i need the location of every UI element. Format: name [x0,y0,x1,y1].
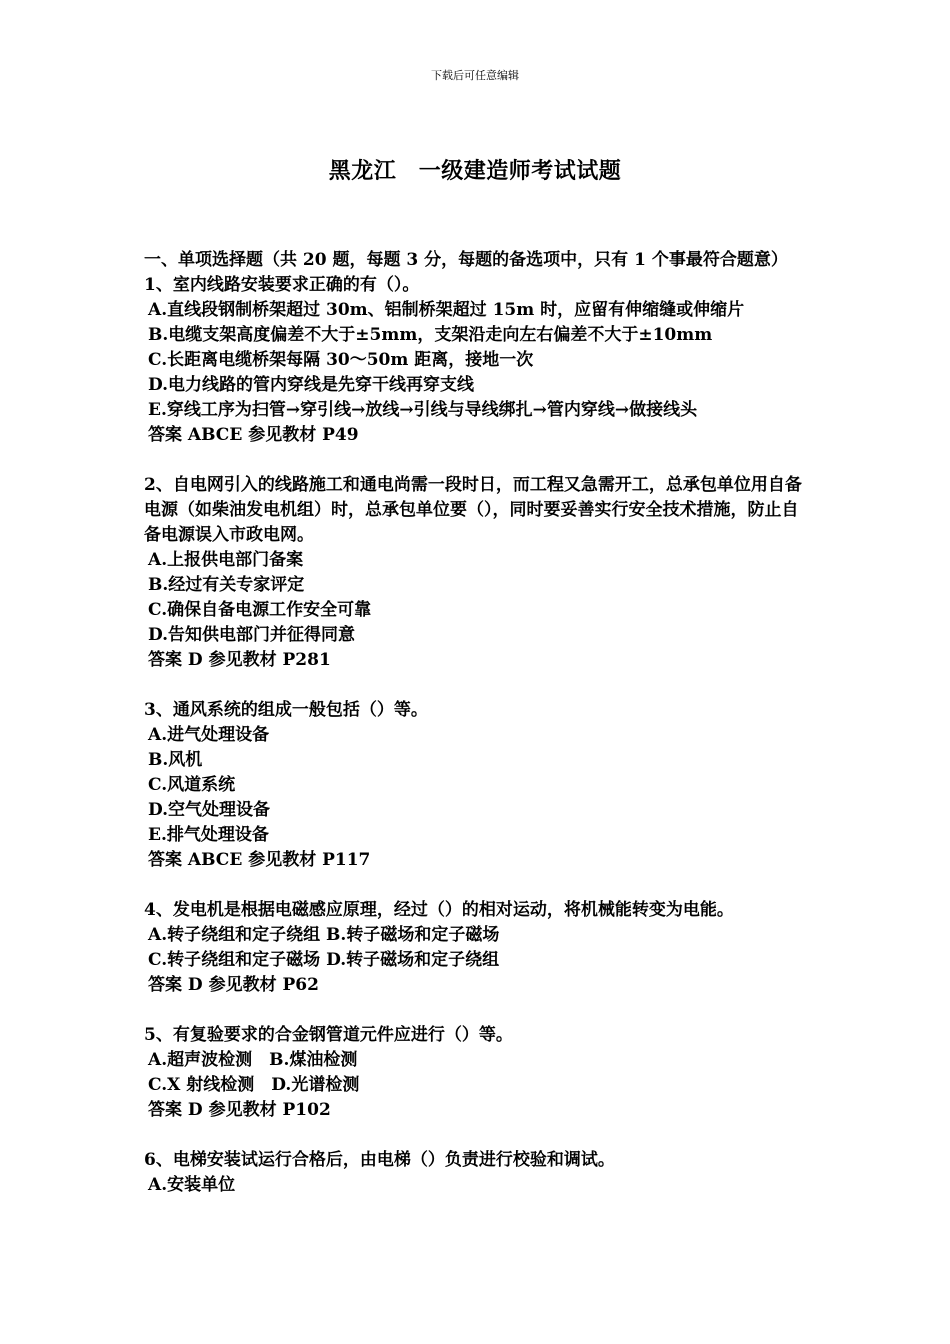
option-a: A.安装单位 [148,1175,236,1195]
question-stem: 2、自电网引入的线路施工和通电尚需一段时日，而工程又急需开工，总承包单位用自备电源（如柴油发电机组）时，总承包单位要（），同时要妥善实行安全技术措施，防止自备电源误入市政电网。 [144,475,802,545]
option-row-ab: A.转子绕组和定子绕组 B.转子磁场和定子磁场 [148,925,500,945]
section-heading: 一、单项选择题（共 20 题，每题 3 分，每题的备选项中，只有 1 个事最符合题意） [144,250,788,270]
document-body [144,248,814,1198]
answer-line: 答案 ABCE 参见教材 P117 [148,850,371,870]
option-c: C.确保自备电源工作安全可靠 [148,600,372,620]
question-1 [144,273,814,448]
option-d: D.电力线路的管内穿线是先穿干线再穿支线 [148,375,475,395]
option-c: C.长距离电缆桥架每隔 30～50m 距离，接地一次 [148,350,534,370]
answer-line: 答案 D 参见教材 P281 [148,650,331,670]
question-stem: 3、通风系统的组成一般包括（）等。 [144,700,428,720]
option-row-cd: C.X 射线检测 D.光谱检测 [148,1075,360,1095]
option-row-ab: A.超声波检测 B.煤油检测 [148,1050,358,1070]
answer-line: 答案 D 参见教材 P102 [148,1100,331,1120]
answer-line: 答案 ABCE 参见教材 P49 [148,425,359,445]
question-stem: 5、有复验要求的合金钢管道元件应进行（）等。 [144,1025,513,1045]
question-5 [144,1023,814,1123]
question-stem: 1、室内线路安装要求正确的有（）。 [144,275,420,295]
question-stem: 4、发电机是根据电磁感应原理，经过（）的相对运动，将机械能转变为电能。 [144,900,734,920]
question-stem: 6、电梯安装试运行合格后，由电梯（）负责进行校验和调试。 [144,1150,615,1170]
option-d: D.空气处理设备 [148,800,271,820]
option-a: A.进气处理设备 [148,725,270,745]
option-e: E.穿线工序为扫管→穿引线→放线→引线与导线绑扎→管内穿线→做接线头 [148,400,698,420]
option-a: A.直线段钢制桥架超过 30m、铝制桥架超过 15m 时，应留有伸缩缝或伸缩片 [148,300,745,320]
question-4 [144,898,814,998]
question-6 [144,1148,814,1198]
question-2 [144,473,814,673]
option-row-cd: C.转子绕组和定子磁场 D.转子磁场和定子绕组 [148,950,500,970]
answer-line: 答案 D 参见教材 P62 [148,975,319,995]
option-e: E.排气处理设备 [148,825,269,845]
option-c: C.风道系统 [148,775,236,795]
option-a: A.上报供电部门备案 [148,550,304,570]
option-b: B.经过有关专家评定 [148,575,305,595]
option-b: B.电缆支架高度偏差不大于±5mm，支架沿走向左右偏差不大于±10mm [148,325,713,345]
option-b: B.风机 [148,750,203,770]
question-3 [144,698,814,873]
header-note: 下载后可任意编辑 [431,69,519,82]
document-title: 黑龙江 一级建造师考试试题 [328,158,622,184]
option-d: D.告知供电部门并征得同意 [148,625,356,645]
